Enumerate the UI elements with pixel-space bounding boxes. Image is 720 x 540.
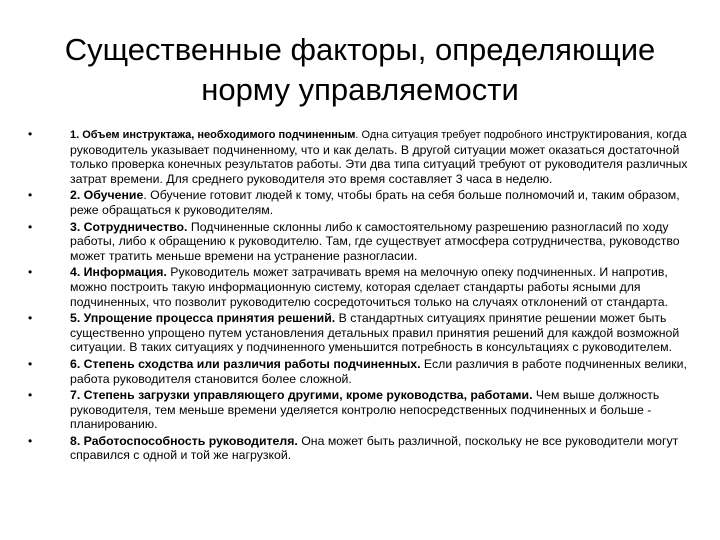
slide-title-line-1: Существенные факторы, определяющие	[64, 32, 656, 67]
bullet-icon: •	[28, 388, 33, 403]
item-heading: 5. Упрощение процесса принятия решений.	[70, 311, 336, 326]
bullet-icon: •	[28, 433, 33, 448]
item-heading: 8. Работоспособность руководителя.	[70, 433, 298, 448]
item-text: инструктирования, когда руководитель указывает подчиненному, что и как делать. В другой ситуации может оказаться достаточной только проверка конечных результатов работы. Эти два типа ситуаций требуют от руководителя различных затрат времени. Для среднего руководителя это время составляет 3 часа в неделю.	[70, 127, 688, 186]
item-heading: 4. Информация.	[70, 265, 167, 280]
item-text-lead: . Одна ситуация требует подробного	[355, 129, 543, 141]
item-heading: 1. Объем инструктажа, необходимого подчиненным	[70, 129, 356, 141]
list-item	[28, 357, 696, 386]
item-heading: 7. Степень загрузки управляющего другими, кроме руководства, работами.	[70, 388, 533, 403]
item-heading: 2. Обучение	[70, 188, 144, 203]
list-item	[28, 220, 696, 264]
list-item	[28, 388, 696, 432]
list-item	[28, 311, 696, 355]
slide-title	[40, 30, 680, 110]
item-text: Она может быть различной, поскольку не все руководители могут справился с одной и той же нагрузкой.	[70, 433, 679, 463]
item-heading: 3. Сотрудничество.	[70, 219, 188, 234]
list-item	[28, 188, 696, 217]
item-text: Подчиненные склонны либо к самостоятельному разрешению разногласий по ходу работы, либо к обращению к руководителю. Там, где существует атмосфера сотрудничества, руководство может тратить меньше времени на устранение разногласии.	[70, 219, 680, 263]
list-item	[28, 434, 696, 463]
bullet-icon: •	[28, 356, 33, 371]
bullet-icon: •	[28, 188, 33, 203]
item-text: Руководитель может затрачивать время на мелочную опеку подчиненных. И напротив, можно построить такую информационную систему, которая сделает стандарты работы ясными для подчиненных, что позволит руководителю сосредоточиться только на случаях отклонений от стандарта.	[70, 265, 668, 309]
item-heading: 6. Степень сходства или различия работы подчиненных.	[70, 356, 421, 371]
factors-list	[28, 127, 696, 465]
item-text: Чем выше должность руководителя, тем меньше времени уделяется контролю непосредственных подчиненных и больше - планированию.	[70, 388, 660, 432]
item-text: В стандартных ситуациях принятие решении может быть существенно упрощено путем установления детальных правил принятия решений для каждой возможной ситуации. В таких ситуациях у подчиненного уменьшится потребность в консультациях с руководителем.	[70, 311, 680, 355]
bullet-icon: •	[28, 265, 33, 280]
list-item	[28, 127, 696, 186]
item-text: Если различия в работе подчиненных велики, работа руководителя становится более сложной.	[70, 356, 687, 386]
slide-title-line-2: норму управляемости	[201, 72, 519, 107]
bullet-icon: •	[28, 127, 33, 141]
bullet-icon: •	[28, 219, 33, 234]
bullet-icon: •	[28, 311, 33, 326]
item-text: . Обучение готовит людей к тому, чтобы брать на себя больше полномочий и, таким образом, реже обращаться к руководителям.	[70, 188, 680, 217]
list-item	[28, 265, 696, 309]
